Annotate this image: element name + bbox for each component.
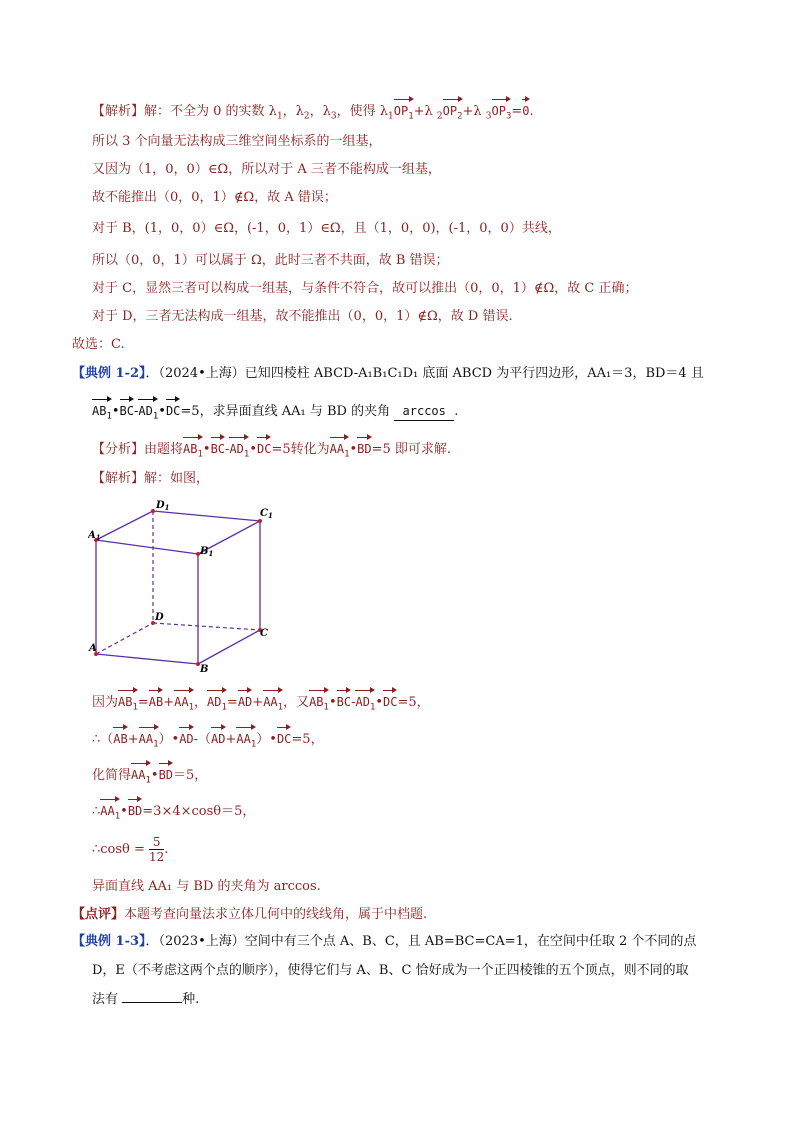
analysis-mid: ，使得 λ xyxy=(336,104,389,119)
example-1-2-tag: 【典例 1-2】 xyxy=(72,366,146,381)
analysis-tag: 【解析】 xyxy=(92,104,145,119)
prism-figure xyxy=(88,496,278,676)
label-d: D xyxy=(155,612,164,623)
jiexi-2-line xyxy=(92,470,209,488)
fenxi-text-c: =5 即可求解. xyxy=(371,442,452,457)
example-1-3-line-1 xyxy=(72,933,696,951)
fenxi-tag: 【分析】 xyxy=(92,442,145,457)
solution-line-1: 所以 3 个向量无法构成三维空间坐标系的一组基， xyxy=(92,134,382,149)
fenxi-text-a: 由题将 xyxy=(144,442,184,457)
fenxi-text-b: =5转化为 xyxy=(271,442,330,457)
lambda-sub-2: 2 xyxy=(303,111,310,122)
example-1-3-text-1: ．（2023•上海）空间中有三个点 A、B、C，且 AB=BC=CA=1，在空间中任取 2 个不同的点 xyxy=(145,934,697,949)
vector-op1: $OP_1$ xyxy=(394,98,414,125)
solution-line-4: 对于 B，(1，0，0）∈Ω，(-1，0，1）∈Ω，且（1，0，0)，(-1，0，0）共线， xyxy=(92,221,561,236)
solution-line-6: 对于 C，显然三者可以构成一组基，与条件不符合，故可以推出（0，0，1）∉Ω，故 C 正确； xyxy=(92,281,638,296)
solution-line-2: 又因为（1，0，0）∈Ω，所以对于 A 三者不能构成一组基， xyxy=(92,162,441,177)
label-c1: $C_1$ xyxy=(260,508,273,520)
analysis-end: . xyxy=(529,104,534,119)
step-3: 化简得$AA_1•BD=5$， xyxy=(92,762,207,789)
label-b1: $B_1$ xyxy=(200,546,214,558)
vector-op2: $OP_2$ xyxy=(443,98,463,125)
solution-line-5: 所以（0，0，1）可以属于 Ω，此时三者不共面，故 B 错误； xyxy=(92,253,449,268)
label-d1: $D_1$ xyxy=(156,500,170,512)
fraction-5-12: $\frac{5}{12}$ xyxy=(149,835,165,864)
zero-vector: 0 xyxy=(522,98,529,120)
dianping-line xyxy=(72,906,427,924)
label-c: C xyxy=(260,628,268,639)
lambda-sub-3: 3 xyxy=(330,111,337,122)
analysis-intro: 解：不全为 0 的实数 λ xyxy=(144,104,277,119)
label-a: A xyxy=(89,643,97,654)
fenxi-line: 【分析】由题将$AB_1•BC-AD_1•DC=5$转化为$AA_1•BD=5$ 即可求解. xyxy=(92,436,451,463)
label-a1: $A_1$ xyxy=(88,530,101,542)
example-1-3-tag: 【典例 1-3】 xyxy=(72,934,146,949)
dianping-tag: 【点评】 xyxy=(72,907,125,922)
count-blank xyxy=(122,1002,182,1003)
example-1-2-tail: =5，求异面直线 AA₁ 与 BD 的夹角 xyxy=(180,404,391,419)
step-2: $\therefore(AB+AA_1)•AD-(AD+AA_1)•DC=5$， xyxy=(92,726,324,753)
step-6: 异面直线 AA₁ 与 BD 的夹角为 arccos. xyxy=(92,879,321,894)
example-1-3-line-2: D，E（不考虑这两个点的顺序），使得它们与 A、B、C 恰好成为一个正四棱锥的五个顶点，则不同的取 xyxy=(92,963,689,978)
step-1: 因为$AB_1=AB+AA_1$，$AD_1=AD+AA_1$，又$AB_1•BC-AD_1•DC=5$， xyxy=(92,689,430,716)
jiexi-2-text: 解：如图， xyxy=(144,471,210,486)
example-1-2-text: ．（2024•上海）已知四棱柱 ABCD-A₁B₁C₁D₁ 底面 ABCD 为平行四边形，AA₁＝3，BD＝4 且 xyxy=(145,366,704,381)
answer-blank: arccos xyxy=(394,402,454,421)
analysis-intro-line: 【解析】解：不全为 0 的实数 $\lambda_1$，$\lambda_2$，$\lambda_3$，使得 $\lambda_1OP_1+\lambda$ $_2OP_2+\lambda$ $_3OP_3=0$. xyxy=(92,98,534,126)
example-1-2-line-2: $AB_1•BC-AD_1•DC=5$，求异面直线 AA₁ 与 BD 的夹角 arccos . xyxy=(92,398,458,425)
solution-line-3: 故不能推出（0，0，1）∉Ω，故 A 错误； xyxy=(92,190,337,205)
solution-line-7: 对于 D，三者无法构成一组基，故不能推出（0，0，1）∉Ω，故 D 错误. xyxy=(92,309,513,324)
lambda-sub-1: 1 xyxy=(276,111,283,122)
vector-op3: $OP_3$ xyxy=(492,98,512,125)
choice-line: 故选：C. xyxy=(72,337,125,352)
dianping-text: 本题考查向量法求立体几何中的线线角，属于中档题. xyxy=(124,907,428,922)
step-5: ∴cosθ = $\frac{5}{12}$ . xyxy=(92,835,169,864)
label-b: B xyxy=(200,664,209,675)
example-1-3-line-3: 法有 种. xyxy=(92,992,200,1007)
jiexi-2-tag: 【解析】 xyxy=(92,471,145,486)
example-1-2-line-1 xyxy=(72,365,704,383)
step-4: $\therefore AA_1•BD=3\times 4\times\cos\theta=5$， xyxy=(92,798,255,825)
